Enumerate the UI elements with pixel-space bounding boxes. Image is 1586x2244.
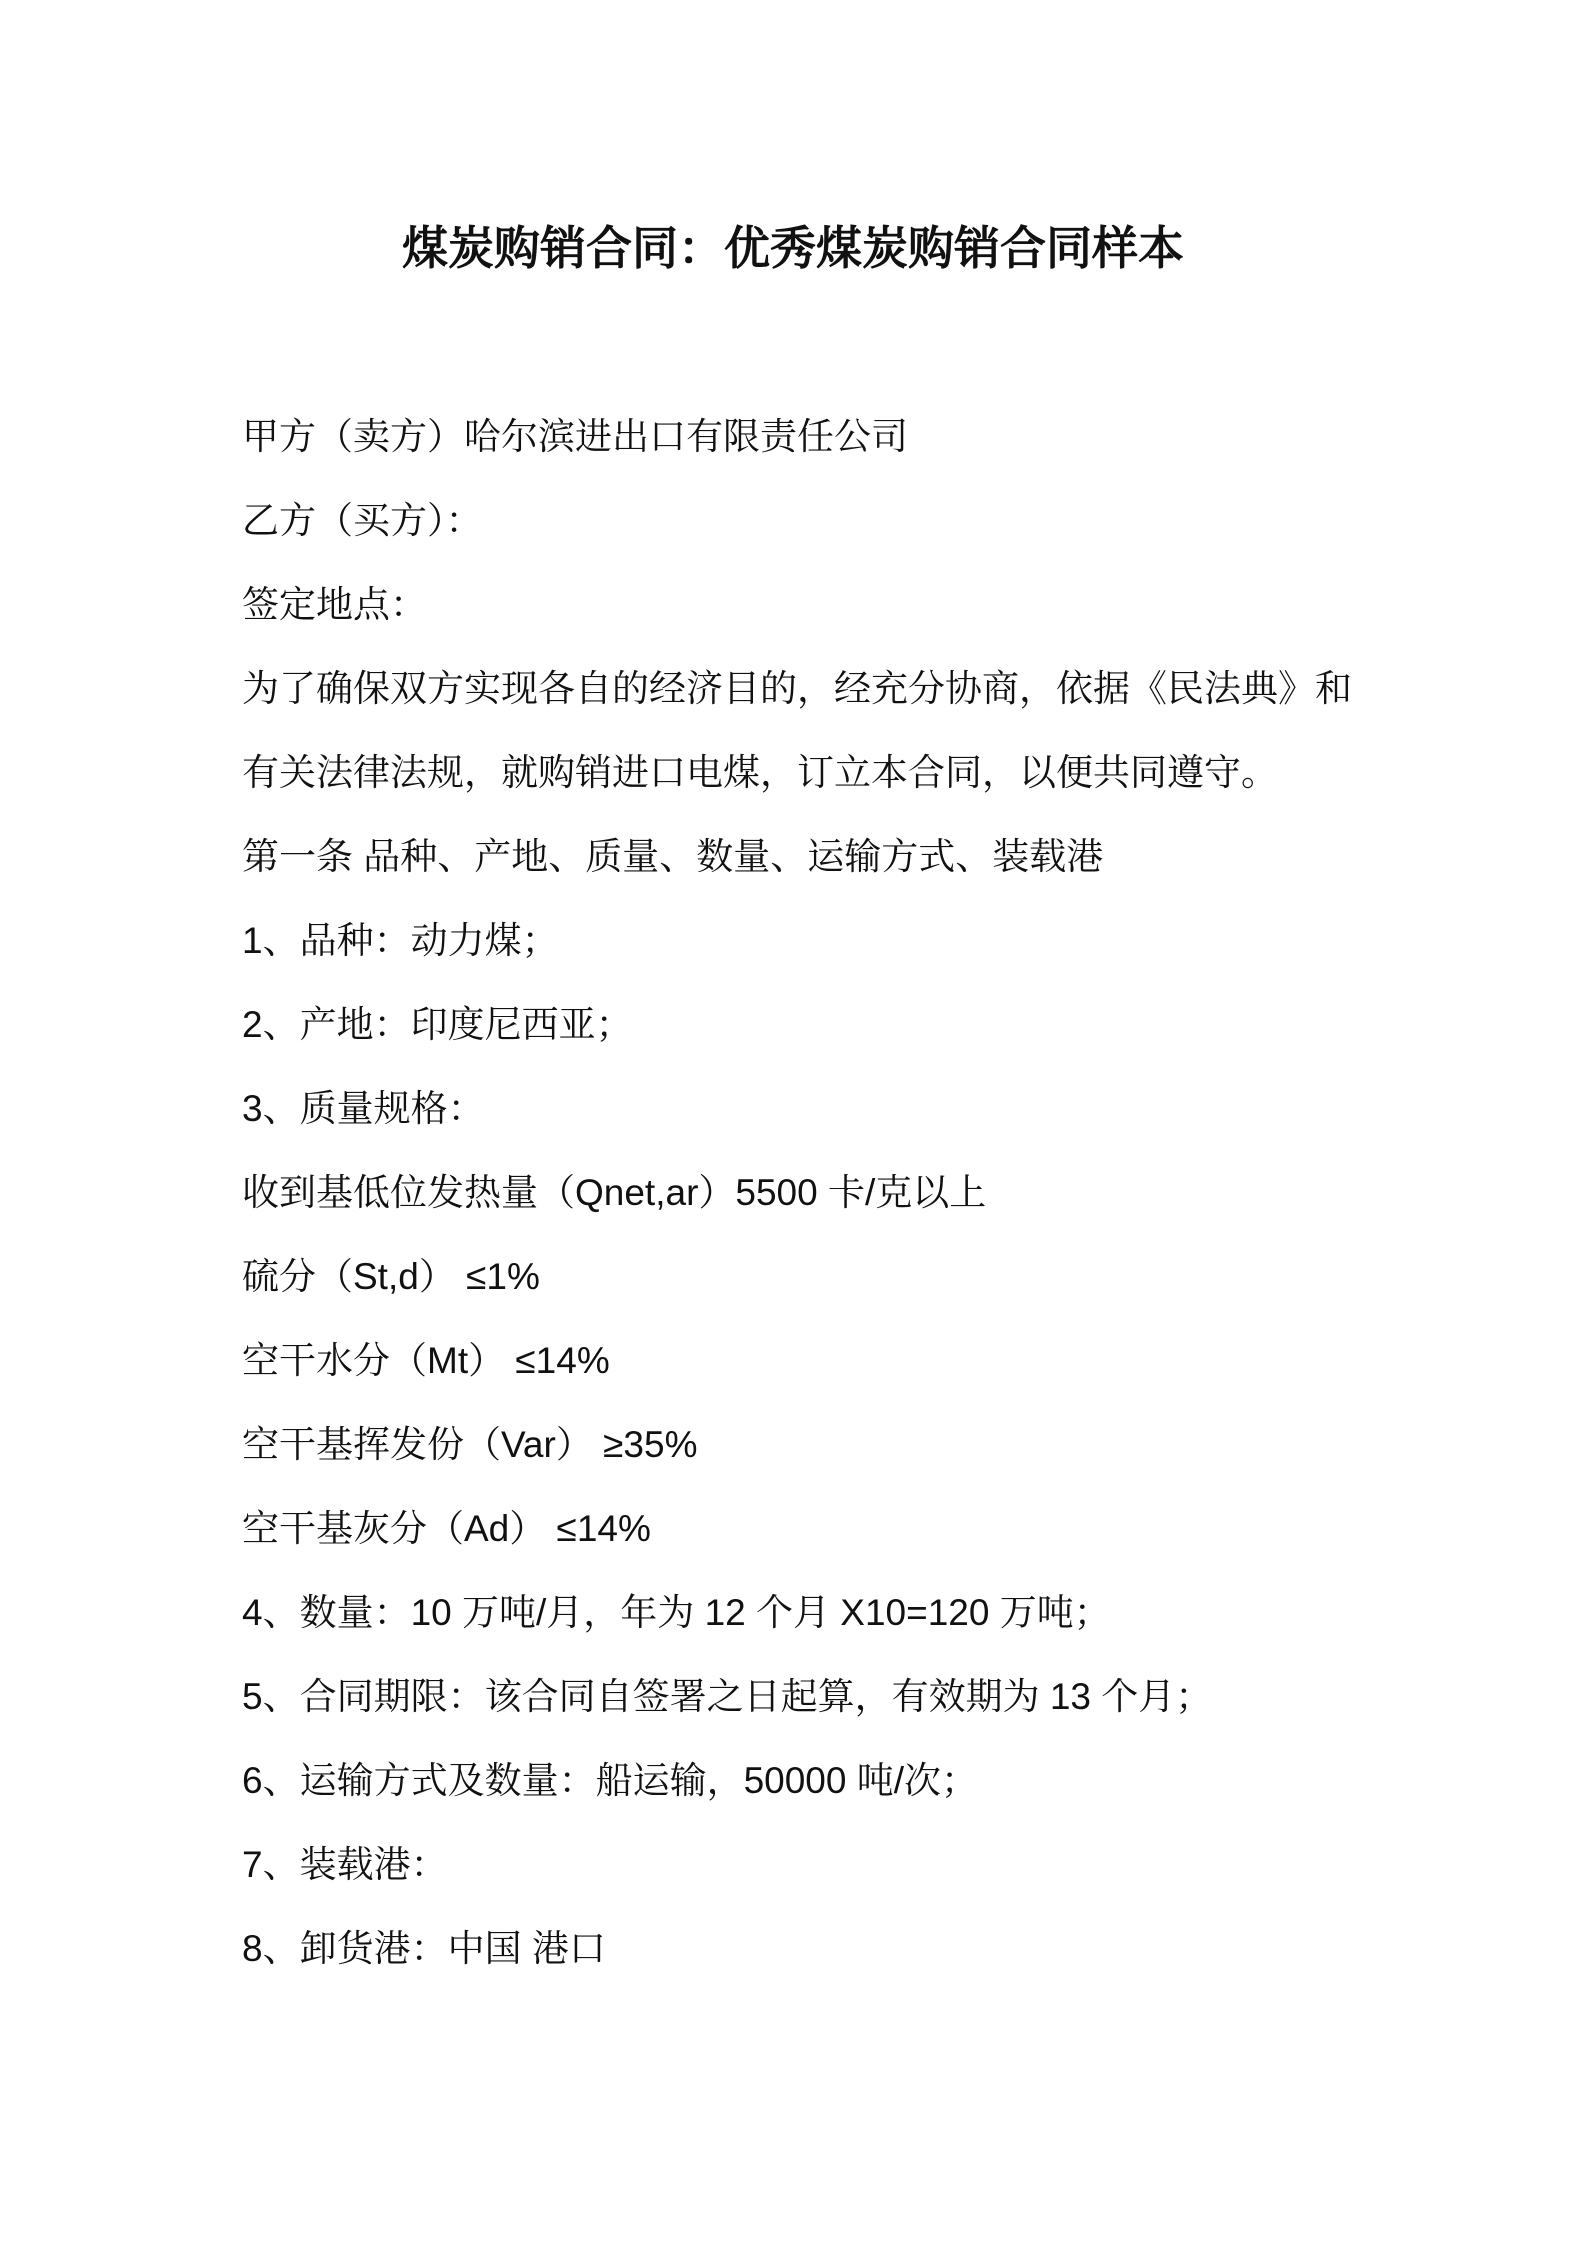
preamble-line-2: 有关法律法规，就购销进口电煤，订立本合同，以便共同遵守。: [242, 752, 1278, 793]
item-loading-port: 7、装载港：: [242, 1844, 448, 1885]
spec-sulfur: 硫分（St,d） ≤1%: [242, 1256, 540, 1297]
preamble-line-1: 为了确保双方实现各自的经济目的，经充分协商，依据《民法典》和: [242, 668, 1352, 709]
item-term: 5、合同期限：该合同自签署之日起算，有效期为 13 个月；: [242, 1676, 1213, 1717]
item-quantity: 4、数量：10 万吨/月，年为 12 个月 X10=120 万吨；: [242, 1592, 1111, 1633]
party-b-line: 乙方（买方）：: [242, 500, 483, 541]
article-1-heading: 第一条 品种、产地、质量、数量、运输方式、装载港: [242, 836, 1104, 877]
spec-volatile: 空干基挥发份（Var） ≥35%: [242, 1424, 698, 1465]
item-variety: 1、品种：动力煤；: [242, 920, 559, 961]
signing-place-line: 签定地点：: [242, 584, 427, 625]
spec-calorific-value: 收到基低位发热量（Qnet,ar）5500 卡/克以上: [242, 1172, 987, 1213]
document-body: [242, 395, 1442, 1991]
party-a-line: 甲方（卖方）哈尔滨进出口有限责任公司: [242, 416, 908, 457]
spec-ash: 空干基灰分（Ad） ≤14%: [242, 1508, 651, 1549]
item-discharge-port: 8、卸货港：中国 港口: [242, 1928, 606, 1969]
item-transport: 6、运输方式及数量：船运输，50000 吨/次；: [242, 1760, 979, 1801]
item-origin: 2、产地：印度尼西亚；: [242, 1004, 633, 1045]
document-title: 煤炭购销合同：优秀煤炭购销合同样本: [402, 222, 1184, 274]
spec-moisture: 空干水分（Mt） ≤14%: [242, 1340, 610, 1381]
item-quality-spec: 3、质量规格：: [242, 1088, 485, 1129]
